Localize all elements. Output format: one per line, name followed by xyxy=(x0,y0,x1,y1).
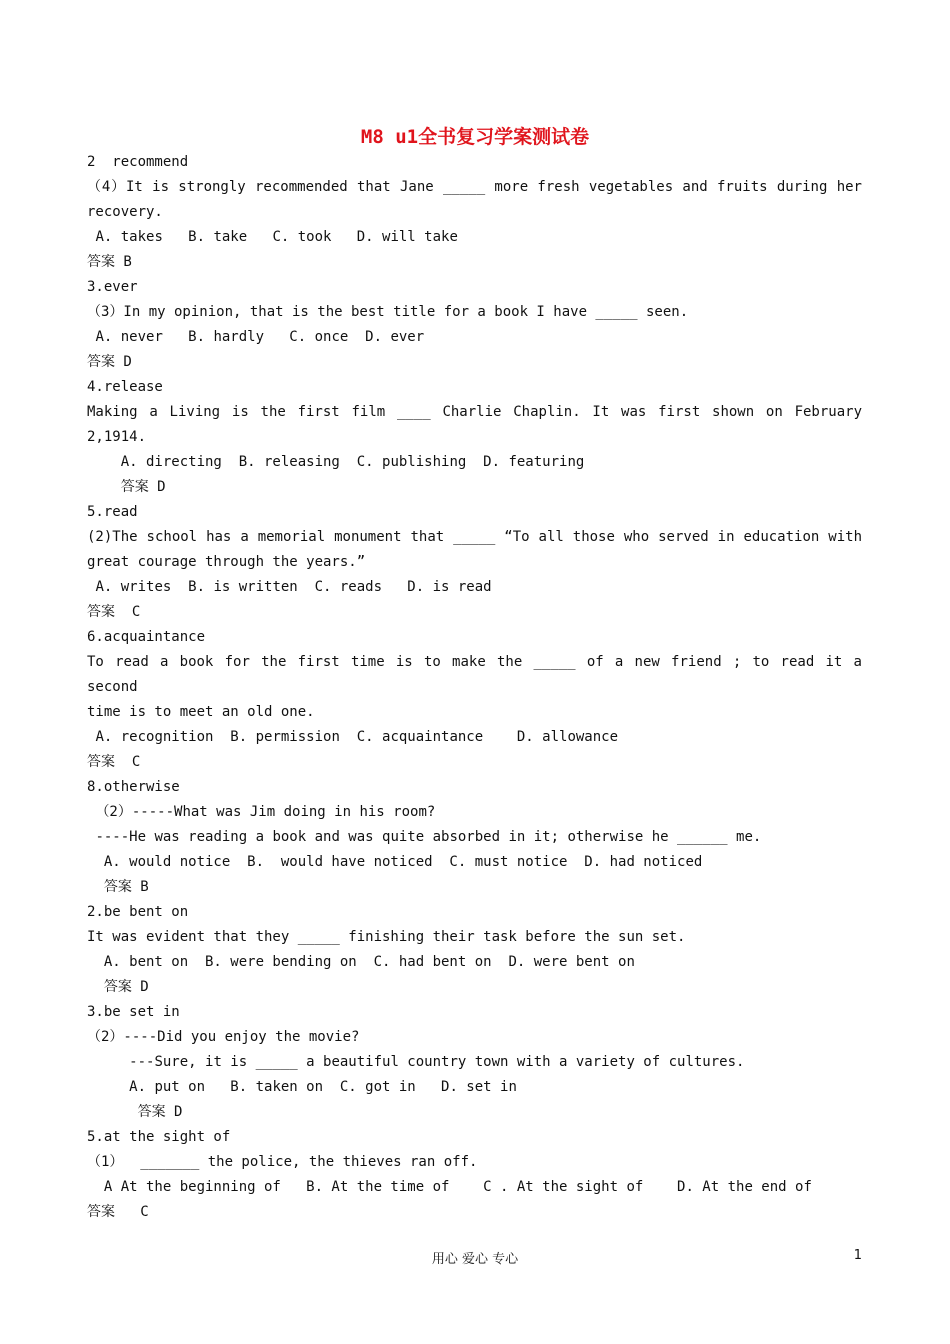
text-line: A. takes B. take C. took D. will take xyxy=(87,229,458,245)
text-line: 答案 C xyxy=(87,604,141,620)
text-line: 答案 D xyxy=(87,479,166,495)
text-line: 答案 C xyxy=(87,1204,149,1220)
page-number: 1 xyxy=(853,1248,862,1263)
text-line: 答案 B xyxy=(87,879,149,895)
text-line: To read a book for the first time is to make the _____ of a new friend ; to read it a second xyxy=(87,654,871,695)
text-line: A. put on B. taken on C. got in D. set in xyxy=(87,1079,517,1095)
text-line: A. never B. hardly C. once D. ever xyxy=(87,329,425,345)
text-line: 2.be bent on xyxy=(87,904,189,920)
text-line: A. recognition B. permission C. acquaintance D. allowance xyxy=(87,729,619,745)
page-title: M8 u1全书复习学案测试卷 xyxy=(360,126,590,148)
text-line: 5.at the sight of xyxy=(87,1129,231,1145)
text-line: 3.be set in xyxy=(87,1004,180,1020)
text-line: A. bent on B. were bending on C. had bent on D. were bent on xyxy=(87,954,635,970)
text-line: 答案 D xyxy=(87,1104,183,1120)
text-line: A. would notice B. would have noticed C. must notice D. had noticed xyxy=(87,854,703,870)
text-line: ----He was reading a book and was quite absorbed in it; otherwise he ______ me. xyxy=(87,829,762,845)
text-line: 2,1914. xyxy=(87,429,147,445)
text-line: 答案 D xyxy=(87,354,132,370)
text-line: Making a Living is the first film ____ Charlie Chaplin. It was first shown on February xyxy=(87,404,862,420)
text-line: （3）In my opinion, that is the best title for a book I have _____ seen. xyxy=(87,304,689,320)
text-line: time is to meet an old one. xyxy=(87,704,315,720)
text-line: （2）-----What was Jim doing in his room? xyxy=(87,804,436,820)
document-body xyxy=(87,150,871,1225)
text-line: A At the beginning of B. At the time of C . At the sight of D. At the end of xyxy=(87,1179,812,1195)
text-line: 答案 D xyxy=(87,979,149,995)
text-line: It was evident that they _____ finishing their task before the sun set. xyxy=(87,929,686,945)
text-line: (2)The school has a memorial monument that _____ “To all those who served in education with xyxy=(87,529,862,545)
text-line: ---Sure, it is _____ a beautiful country town with a variety of cultures. xyxy=(87,1054,745,1070)
text-line: recovery. xyxy=(87,204,163,220)
text-line: 4.release xyxy=(87,379,163,395)
text-line: 5.read xyxy=(87,504,138,520)
text-line: 答案 B xyxy=(87,254,132,270)
text-line: （1） _______ the police, the thieves ran off. xyxy=(87,1154,478,1170)
text-line: 3.ever xyxy=(87,279,138,295)
text-line: great courage through the years.” xyxy=(87,554,366,570)
page-footer: 用心 爱心 专心 xyxy=(431,1252,519,1267)
text-line: （2）----Did you enjoy the movie? xyxy=(87,1029,360,1045)
text-line: （4）It is strongly recommended that Jane _____ more fresh vegetables and fruits during her xyxy=(87,179,862,195)
text-line: 答案 C xyxy=(87,754,141,770)
text-line: 6.acquaintance xyxy=(87,629,206,645)
text-line: A. directing B. releasing C. publishing D. featuring xyxy=(87,454,585,470)
text-line: A. writes B. is written C. reads D. is read xyxy=(87,579,492,595)
text-line: 2 recommend xyxy=(87,154,189,170)
text-line: 8.otherwise xyxy=(87,779,180,795)
